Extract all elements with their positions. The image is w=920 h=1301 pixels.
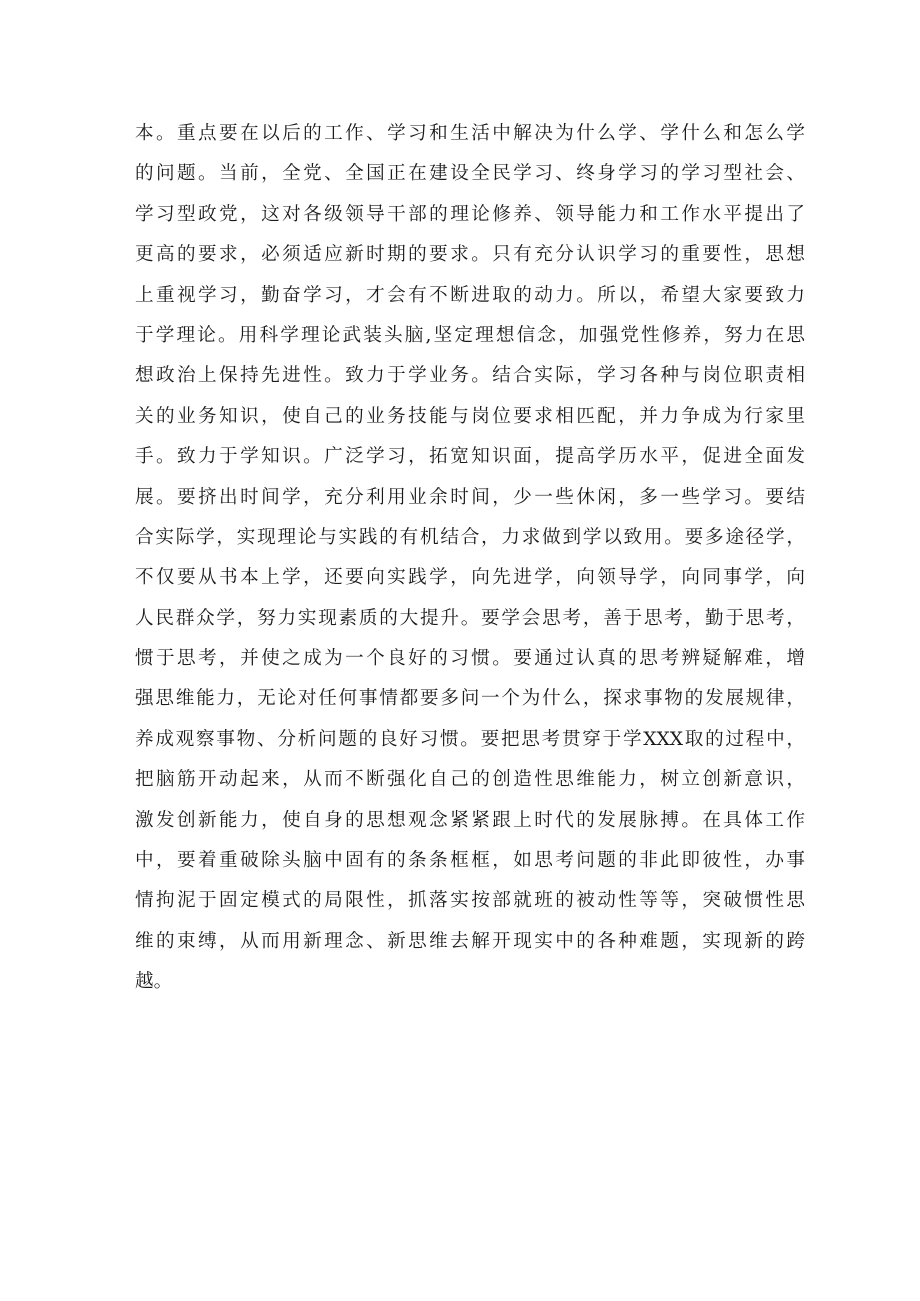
paragraph-line-16: 养成观察事物、分析问题的良好习惯。要把思考贯穿于学XXX取的过程中， <box>135 728 805 750</box>
paragraph-line-3: 学习型政党，这对各级领导干部的理论修养、领导能力和工作水平提出了 <box>135 203 805 225</box>
paragraph-line-11: 合实际学，实现理论与实践的有机结合，力求做到学以致用。要多途径学， <box>135 526 805 548</box>
paragraph-line-9: 手。致力于学知识。广泛学习，拓宽知识面，提高学历水平，促进全面发 <box>135 446 805 468</box>
paragraph-line-8: 关的业务知识，使自己的业务技能与岗位要求相匹配，并力争成为行家里 <box>135 405 805 427</box>
paragraph-line-7: 想政治上保持先进性。致力于学业务。结合实际，学习各种与岗位职责相 <box>135 365 805 387</box>
paragraph-line-17: 把脑筋开动起来，从而不断强化自己的创造性思维能力，树立创新意识， <box>135 769 805 791</box>
paragraph-line-14: 惯于思考，并使之成为一个良好的习惯。要通过认真的思考辨疑解难，增 <box>135 648 805 670</box>
paragraph-line-13: 人民群众学，努力实现素质的大提升。要学会思考，善于思考，勤于思考， <box>135 607 805 629</box>
paragraph-line-12: 不仅要从书本上学，还要向实践学，向先进学，向领导学，向同事学，向 <box>135 567 805 589</box>
paragraph-line-15: 强思维能力，无论对任何事情都要多问一个为什么，探求事物的发展规律， <box>135 688 805 710</box>
paragraph-line-2: 的问题。当前，全党、全国正在建设全民学习、终身学习的学习型社会、 <box>135 163 805 185</box>
paragraph-line-10: 展。要挤出时间学，充分利用业余时间，少一些休闲，多一些学习。要结 <box>135 486 805 508</box>
body-paragraph <box>135 114 805 1003</box>
paragraph-line-19: 中，要着重破除头脑中固有的条条框框，如思考问题的非此即彼性，办事 <box>135 850 805 872</box>
paragraph-line-21: 维的束缚，从而用新理念、新思维去解开现实中的各种难题，实现新的跨 <box>135 930 805 952</box>
paragraph-line-20: 情拘泥于固定模式的局限性，抓落实按部就班的被动性等等，突破惯性思 <box>135 890 805 912</box>
paragraph-line-18: 激发创新能力，使自身的思想观念紧紧跟上时代的发展脉搏。在具体工作 <box>135 809 805 831</box>
paragraph-line-22: 越。 <box>135 971 173 993</box>
paragraph-line-5: 上重视学习，勤奋学习，才会有不断进取的动力。所以，希望大家要致力 <box>135 284 805 306</box>
paragraph-line-6: 于学理论。用科学理论武装头脑,坚定理想信念，加强党性修养，努力在思 <box>135 324 805 346</box>
paragraph-line-1: 本。重点要在以后的工作、学习和生活中解决为什么学、学什么和怎么学 <box>135 123 805 144</box>
paragraph-line-4: 更高的要求，必须适应新时期的要求。只有充分认识学习的重要性，思想 <box>135 244 805 266</box>
